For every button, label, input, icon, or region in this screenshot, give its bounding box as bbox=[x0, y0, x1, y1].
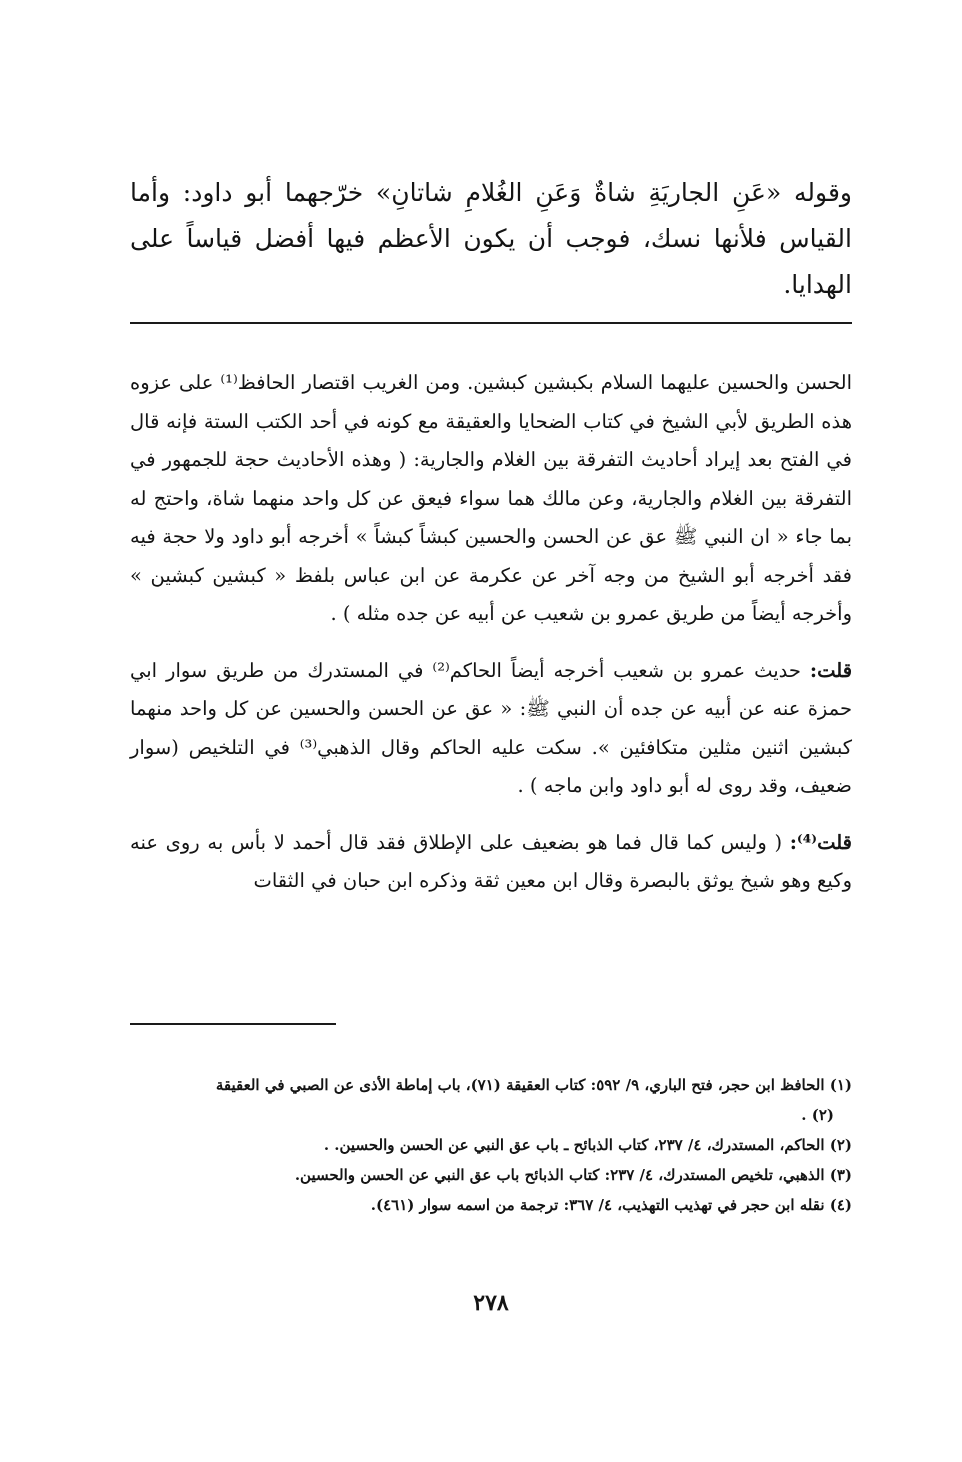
commentary-paragraph-3-lead: قلت⁽⁴⁾: bbox=[789, 830, 852, 854]
main-text-separator bbox=[130, 322, 852, 324]
commentary-section bbox=[130, 364, 852, 919]
commentary-paragraph-3 bbox=[130, 824, 852, 901]
footnote-separator bbox=[130, 1023, 336, 1025]
footnote-2 bbox=[130, 1130, 852, 1160]
commentary-paragraph-2-text: حديث عمرو بن شعيب أخرجه أيضاً الحاكم⁽²⁾ في المستدرك من طريق سوار ابي حمزة عنه عن أبيه عن جده أن النبي ﷺ: « عق عن الحسن والحسين عن كل واحد منهما كبشين اثنين مثلين متكافئين ». سكت عليه الحاكم وقال الذهبي⁽³⁾ في التلخيص (سوار ضعيف، وقد روى له أبو داود وابن ماجه ) . bbox=[130, 658, 853, 797]
footnote-4-text: (٤) نقله ابن حجر في تهذيب التهذيب، ٤/ ٣٦٧: ترجمة من اسمه سوار (٤٦١). bbox=[370, 1196, 852, 1214]
footnote-1-text: (١) الحافظ ابن حجر، فتح الباري، ٩/ ٥٩٢: كتاب العقيقة (٧١)، باب إماطة الأذى عن الصبي في العقيقة bbox=[215, 1076, 852, 1094]
main-text: وقوله «عَنِ الجاريَةِ شاةٌ وَعَنِ الغُلامِ شاتانِ» خرّجهما أبو داود: وأما القياس فلأنها نسك، فوجب أن يكون الأعظم فيها أفضل قياساً على الهدايا. bbox=[130, 178, 852, 299]
document-page bbox=[130, 0, 852, 1462]
footnote-1 bbox=[130, 1070, 852, 1130]
commentary-paragraph-2 bbox=[130, 652, 852, 806]
footnote-3 bbox=[130, 1160, 852, 1190]
footnotes-list bbox=[130, 1070, 852, 1220]
commentary-paragraph-3-text: ( وليس كما قال فما هو بضعيف على الإطلاق فقد قال أحمد لا بأس به روى عنه وكيع وهو شيخ يوثق بالبصرة وقال ابن معين ثقة وذكره ابن حبان في الثقات bbox=[130, 830, 852, 892]
commentary-paragraph-1-text: الحسن والحسين عليهما السلام بكبشين كبشين. ومن الغريب اقتصار الحافظ⁽¹⁾ على عزوه هذه الطريق لأبي الشيخ في كتاب الضحايا والعقيقة مع كونه في أحد الكتب الستة فإنه قال في الفتح بعد إيراد أحاديث التفرقة بين الغلام والجارية: ( وهذه الأحاديث حجة للجمهور في التفرقة بين الغلام والجارية، وعن مالك هما سواء فيعق عن كل واحد منهما شاة، واحتج له بما جاء « ان النبي ﷺ عق عن الحسن والحسين كبشاً كبشاً » أخرجه أبو داود ولا حجة فيه فقد أخرجه أبو الشيخ من وجه آخر عن عكرمة عن ابن عباس بلفظ « كبشين كبشين » وأخرجه أيضاً من طريق عمرو بن شعيب عن أبيه عن جده مثله ) . bbox=[130, 371, 852, 625]
footnote-4 bbox=[130, 1190, 852, 1220]
footnote-2-text: (٢) الحاكم، المستدرك، ٤/ ٢٣٧، كتاب الذبائح ـ باب عق النبي عن الحسن والحسين. . bbox=[323, 1136, 852, 1154]
footnote-1-continuation: (٢) . bbox=[801, 1106, 834, 1124]
commentary-paragraph-2-lead: قلت: bbox=[809, 658, 853, 682]
commentary-paragraph-1 bbox=[130, 364, 852, 634]
page-number: ٢٧٨ bbox=[473, 1290, 509, 1316]
footnote-3-text: (٣) الذهبي، تلخيص المستدرك، ٤/ ٢٣٧: كتاب الذبائح باب عق النبي عن الحسن والحسين. bbox=[294, 1166, 852, 1184]
